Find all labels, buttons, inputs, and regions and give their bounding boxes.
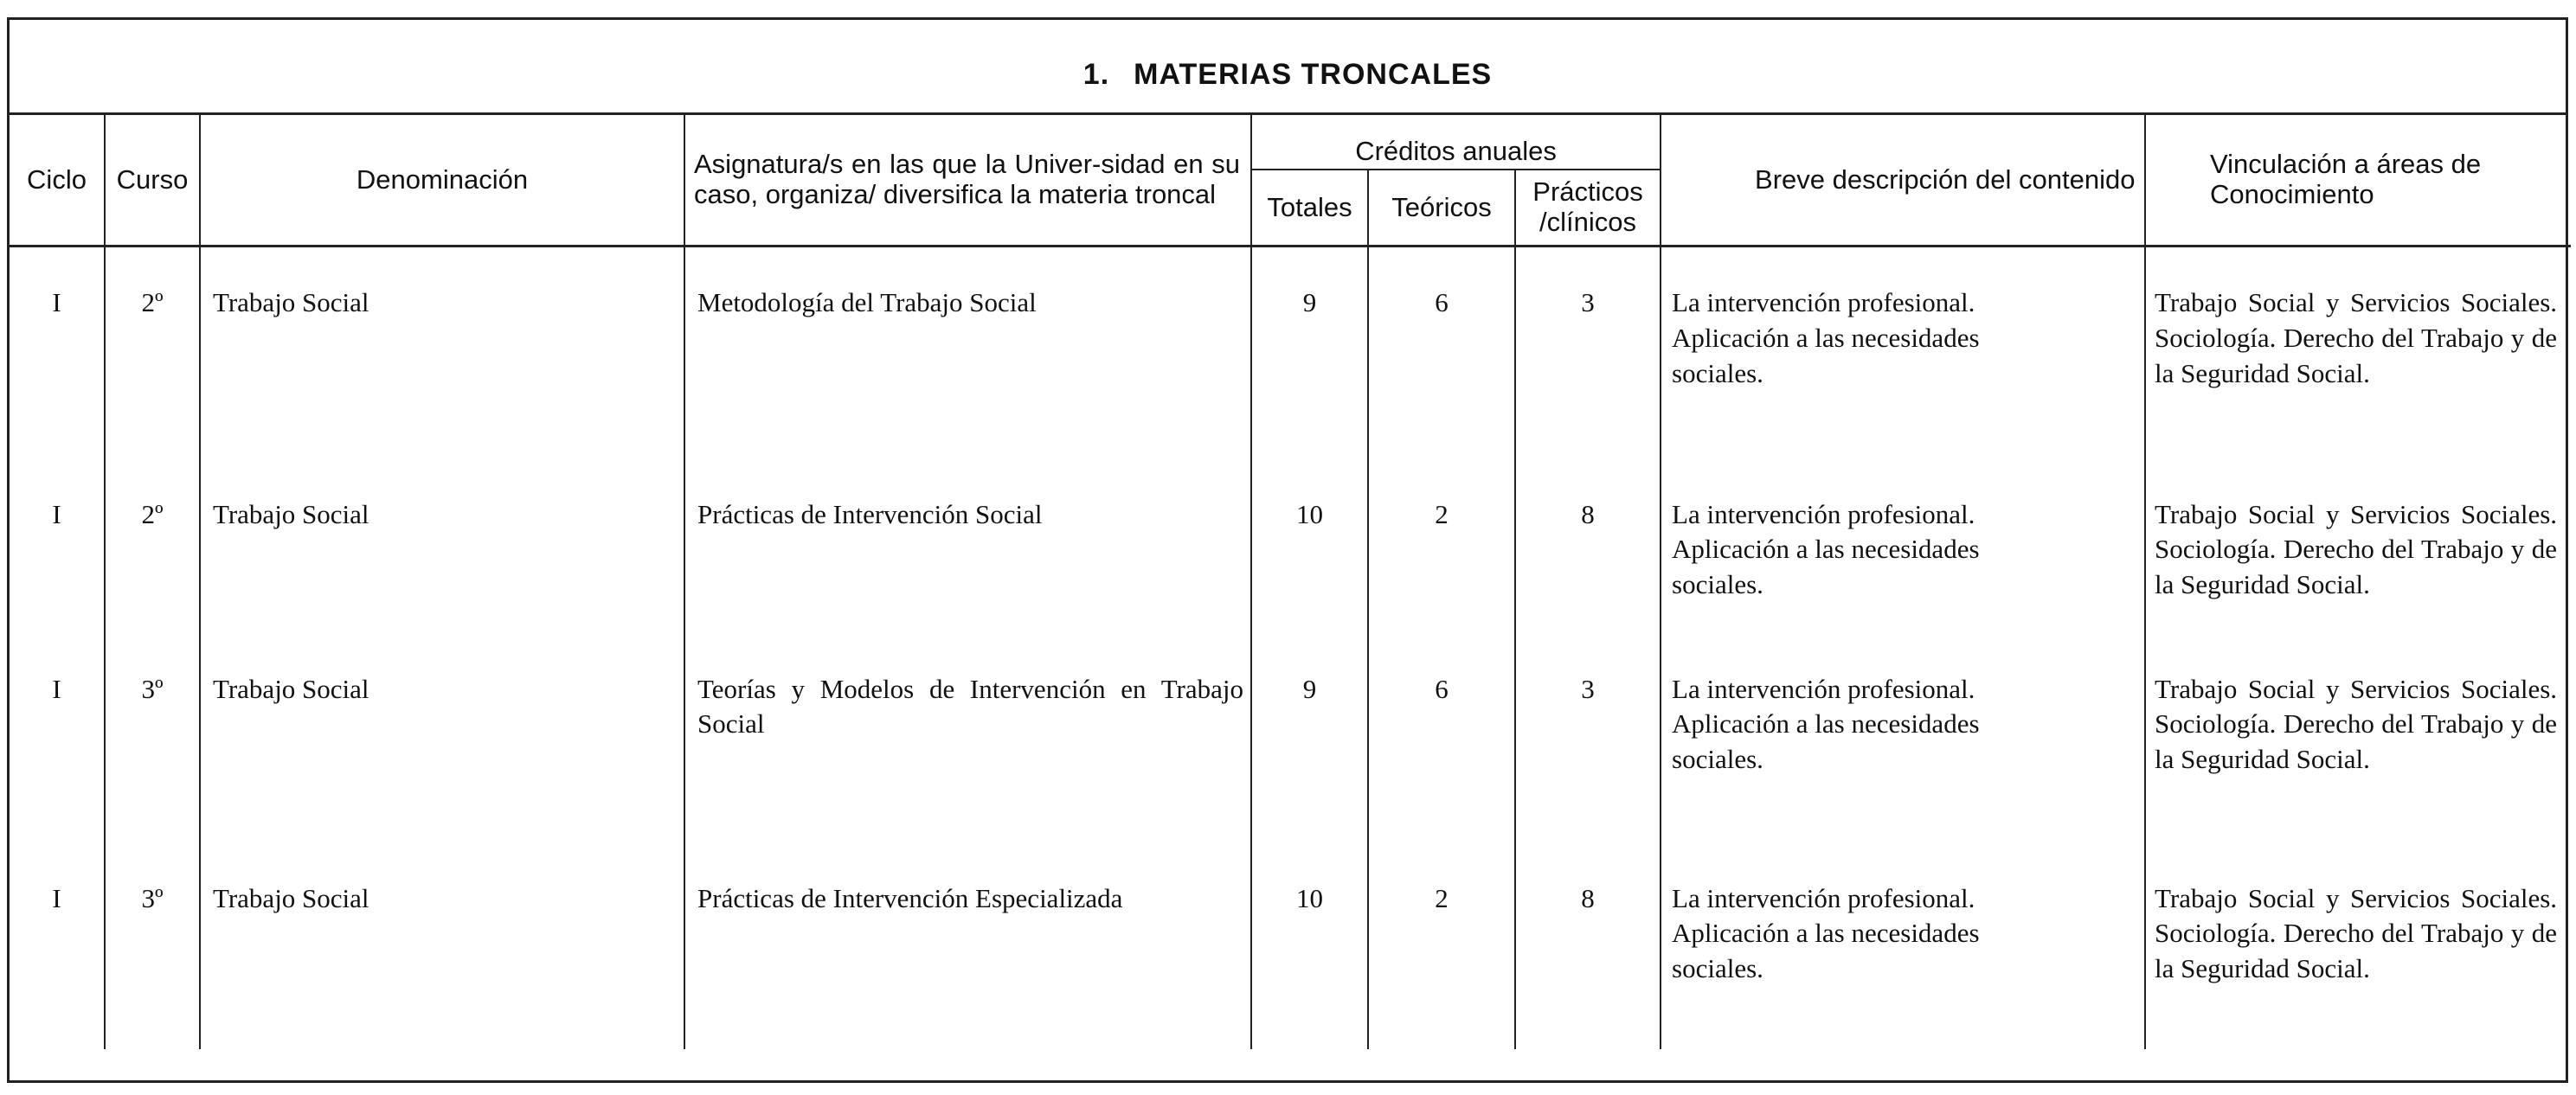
table-row bbox=[10, 653, 2571, 868]
cell-totales: 10 bbox=[1251, 459, 1368, 653]
cell-denominacion: Trabajo Social bbox=[200, 653, 684, 868]
cell-ciclo: I bbox=[10, 247, 105, 459]
cell-curso: 3º bbox=[105, 868, 200, 1049]
table-row bbox=[10, 247, 2571, 459]
cell-ciclo: I bbox=[10, 868, 105, 1049]
cell-descripcion: La intervención profesional. Aplicación a las necesidades sociales. bbox=[1661, 247, 2145, 459]
cell-asignatura: Teorías y Modelos de Intervención en Trabajo Social bbox=[684, 653, 1251, 868]
header-asignatura: Asignatura/s en las que la Univer-sidad en su caso, organiza/ diversifica la materia troncal bbox=[684, 115, 1251, 247]
cell-vinculacion: Trabajo Social y Servicios Sociales. Sociología. Derecho del Trabajo y de la Seguridad Social. bbox=[2155, 673, 2558, 775]
cell-totales: 9 bbox=[1251, 247, 1368, 459]
cell-descripcion: La intervención profesional. Aplicación a las necesidades sociales. bbox=[1661, 868, 2145, 1049]
cell-curso: 2º bbox=[105, 459, 200, 653]
section-number: 1. bbox=[1082, 58, 1110, 91]
cell-practicos: 8 bbox=[1515, 868, 1661, 1049]
section-title bbox=[10, 20, 2566, 115]
cell-asignatura: Metodología del Trabajo Social bbox=[684, 247, 1251, 459]
cell-asignatura: Prácticas de Intervención Social bbox=[684, 459, 1251, 653]
cell-practicos: 3 bbox=[1515, 653, 1661, 868]
header-curso: Curso bbox=[105, 115, 200, 247]
cell-totales: 9 bbox=[1251, 653, 1368, 868]
header-vinculacion: Vinculación a áreas de Conocimiento bbox=[2145, 115, 2571, 247]
materias-troncales-sheet bbox=[7, 17, 2568, 1083]
cell-teoricos: 2 bbox=[1368, 459, 1515, 653]
header-teoricos: Teóricos bbox=[1368, 170, 1515, 247]
cell-descripcion: La intervención profesional. Aplicación a las necesidades sociales. bbox=[1661, 653, 2145, 868]
header-ciclo: Ciclo bbox=[10, 115, 105, 247]
cell-practicos: 8 bbox=[1515, 459, 1661, 653]
cell-curso: 2º bbox=[105, 247, 200, 459]
cell-practicos: 3 bbox=[1515, 247, 1661, 459]
table-row bbox=[10, 868, 2571, 1049]
cell-denominacion: Trabajo Social bbox=[200, 868, 684, 1049]
cell-curso: 3º bbox=[105, 653, 200, 868]
cell-vinculacion: Trabajo Social y Servicios Sociales. Sociología. Derecho del Trabajo y de la Seguridad Social. bbox=[2155, 287, 2558, 388]
header-practicos: Prácticos /clínicos bbox=[1515, 170, 1661, 247]
cell-descripcion: La intervención profesional. Aplicación a las necesidades sociales. bbox=[1661, 459, 2145, 653]
cell-ciclo: I bbox=[10, 459, 105, 653]
cell-vinculacion: Trabajo Social y Servicios Sociales. Sociología. Derecho del Trabajo y de la Seguridad Social. bbox=[2155, 882, 2558, 984]
materias-table bbox=[10, 115, 2571, 1049]
cell-denominacion: Trabajo Social bbox=[200, 459, 684, 653]
cell-teoricos: 6 bbox=[1368, 653, 1515, 868]
cell-vinculacion: Trabajo Social y Servicios Sociales. Sociología. Derecho del Trabajo y de la Seguridad Social. bbox=[2155, 498, 2558, 600]
cell-teoricos: 2 bbox=[1368, 868, 1515, 1049]
cell-teoricos: 6 bbox=[1368, 247, 1515, 459]
section-title-text: MATERIAS TRONCALES bbox=[1134, 58, 1493, 91]
header-creditos-anuales: Créditos anuales bbox=[1251, 115, 1661, 170]
table-row bbox=[10, 459, 2571, 653]
header-totales: Totales bbox=[1251, 170, 1368, 247]
header-denominacion: Denominación bbox=[200, 115, 684, 247]
header-descripcion: Breve descripción del contenido bbox=[1661, 115, 2145, 247]
cell-ciclo: I bbox=[10, 653, 105, 868]
cell-asignatura: Prácticas de Intervención Especializada bbox=[684, 868, 1251, 1049]
cell-denominacion: Trabajo Social bbox=[200, 247, 684, 459]
cell-totales: 10 bbox=[1251, 868, 1368, 1049]
